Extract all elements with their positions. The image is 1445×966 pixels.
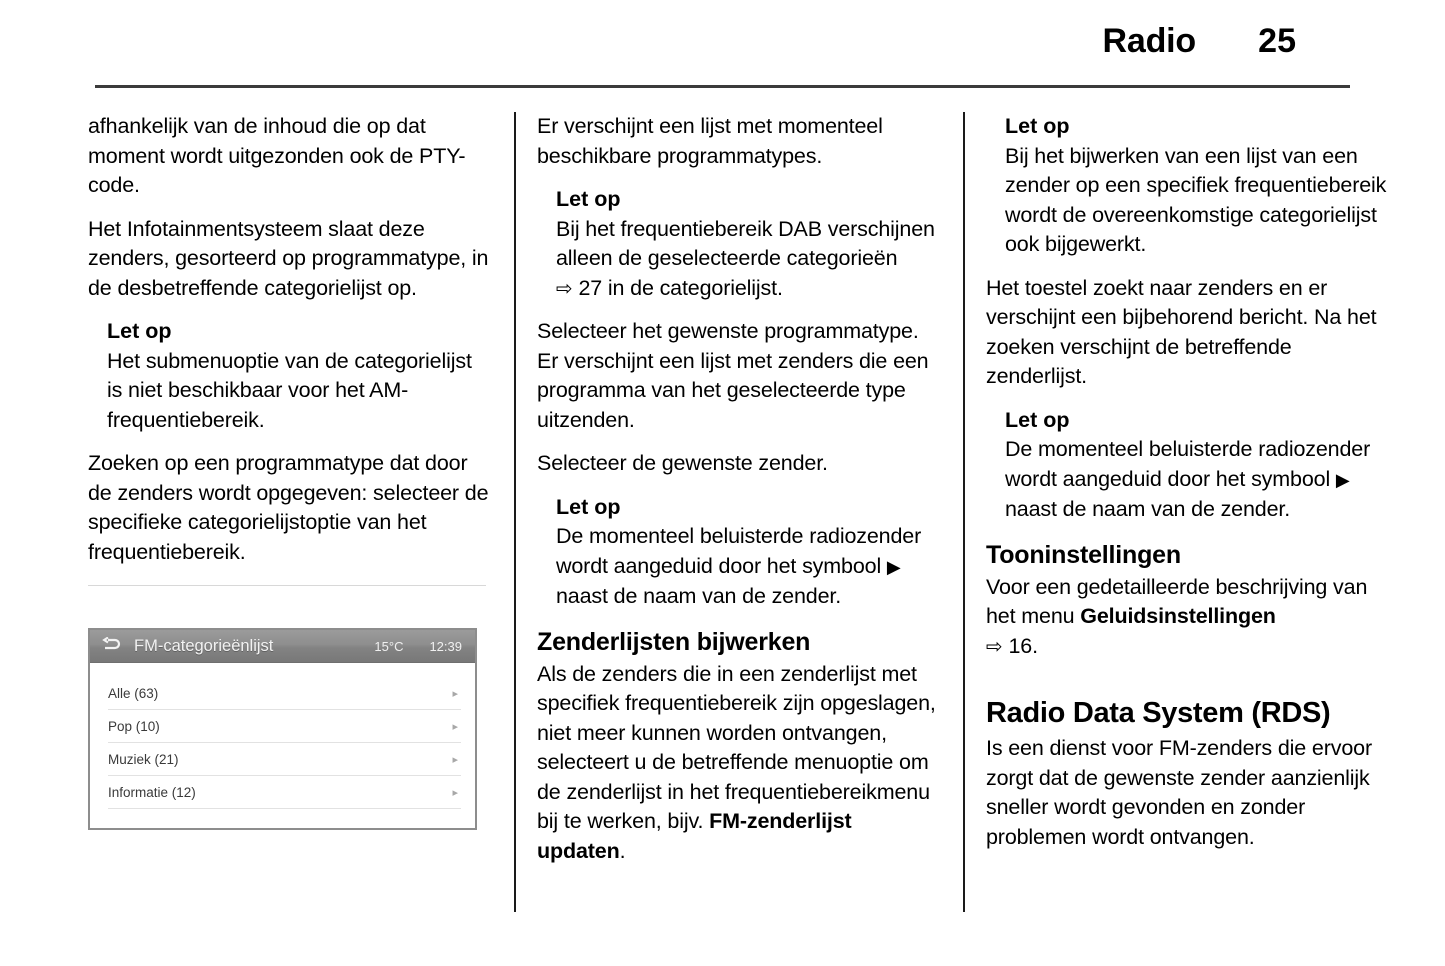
note-text-part: in de categorielijst. (602, 275, 783, 300)
device-screen-title: FM-categorieënlijst (134, 636, 274, 655)
list-item[interactable] (108, 743, 461, 776)
note-text-part: Bij het frequentiebereik DAB verschijnen alleen de geselecteerde categorieën (556, 216, 935, 270)
note-block (537, 185, 941, 303)
note-block (986, 406, 1390, 525)
paragraph: Het toestel zoekt naar zenders en er verschijnt een bijbehorend bericht. Na het zoeken verschijnt de betreffende zenderlijst. (986, 275, 1377, 388)
note-text: Bij het bijwerken van een lijst van een zender op een specifiek frequentiebereik wordt de overeenkomstige categorielijst ook bijgewerkt. (1005, 143, 1387, 256)
column-gap-1 (492, 112, 537, 917)
page-number: 25 (1258, 22, 1296, 60)
paragraph-part: . (619, 838, 626, 863)
device-clock: 12:39 (429, 638, 462, 654)
note-text (556, 215, 941, 304)
note-text (556, 522, 941, 612)
column-gap-2 (941, 112, 986, 917)
note-text-part: naast de naam van de zender. (1005, 497, 1291, 521)
chevron-right-icon: ▸ (452, 720, 458, 733)
paragraph: Selecteer de gewenste zender. (537, 451, 828, 475)
paragraph: Selecteer het gewenste programmatype. Er verschijnt een lijst met zenders die een programma van het geselecteerde type uitzenden. (537, 319, 929, 432)
page-header (95, 22, 1350, 90)
note-block (537, 493, 941, 612)
chapter-heading: Radio Data System (RDS) (986, 697, 1331, 729)
section-heading: Tooninstellingen (986, 540, 1181, 569)
note-text-part: De momenteel beluisterde radiozender wordt aangeduid door het symbool (1005, 437, 1371, 491)
list-item[interactable] (108, 677, 461, 710)
note-block (986, 112, 1390, 260)
note-title: Let op (1005, 114, 1070, 138)
column-divider (514, 112, 516, 912)
note-block (88, 317, 492, 435)
note-title: Let op (1005, 407, 1070, 432)
header-divider (95, 85, 1350, 88)
paragraph (537, 660, 941, 867)
paragraph-part: Als de zenders die in een zenderlijst met specifiek frequentiebereik zijn opgeslagen, niet meer kunnen worden ontvangen, selecteert u de betreffende menuoptie om de zenderlijst in het frequentiebereikmenu bij te werken, bijv. (537, 661, 936, 833)
note-text-part: De momenteel beluisterde radiozender wordt aangeduid door het symbool (556, 524, 922, 578)
chevron-right-icon: ▸ (452, 753, 458, 766)
list-item-label: Informatie (12) (108, 784, 196, 800)
cross-reference-page: 27 (578, 275, 603, 300)
category-list (90, 677, 475, 809)
paragraph: Er verschijnt een lijst met momenteel beschikbare programmatypes. (537, 114, 883, 168)
note-text: Het submenuoptie van de categorielijst is niet beschikbaar voor het AM-frequentiebereik. (107, 348, 472, 432)
paragraph-part: . (1032, 633, 1038, 658)
infotainment-screen (88, 628, 477, 830)
paragraph: Zoeken op een programmatype dat door de zenders wordt opgegeven: selecteer de specifieke categorielijstoptie van het frequentiebereik. (88, 451, 489, 564)
paragraph: Is een dienst voor FM-zenders die ervoor zorgt dat de gewenste zender aanzienlijk sneller wordt gevonden en zonder problemen wordt ontvangen. (986, 736, 1372, 849)
chevron-right-icon: ▸ (452, 687, 458, 700)
list-item-label: Pop (10) (108, 718, 160, 734)
column-3 (986, 112, 1390, 917)
fm-categorielijst-figure (88, 585, 492, 830)
paragraph: afhankelijk van de inhoud die op dat moment wordt uitgezonden ook de PTY-code. (88, 114, 466, 197)
section-heading: Zenderlijsten bijwerken (537, 627, 811, 656)
column-1 (88, 112, 492, 917)
cross-reference-arrow-icon: ⇨ (986, 633, 1003, 658)
page-title: Radio (1102, 22, 1196, 60)
note-title: Let op (107, 319, 172, 343)
note-text-part: naast de naam van de zender. (556, 584, 842, 608)
note-text (1005, 435, 1390, 525)
paragraph-part: Voor een gedetailleerde beschrijving van het menu (986, 574, 1368, 628)
menu-option-name: FM-zenderlijst updaten (537, 809, 852, 863)
paragraph: Het Infotainmentsysteem slaat deze zenders, gesorteerd op programmatype, in de desbetreffende categorielijst op. (88, 216, 489, 300)
note-title: Let op (556, 494, 621, 519)
column-2 (537, 112, 941, 917)
menu-option-name: Geluidsinstellingen (1080, 604, 1276, 628)
note-title: Let op (556, 187, 621, 211)
content-columns (88, 112, 1398, 917)
list-item-label: Muziek (21) (108, 751, 179, 767)
cross-reference-page: 16 (1008, 633, 1033, 658)
chevron-right-icon: ▸ (452, 786, 458, 799)
list-item-label: Alle (63) (108, 685, 159, 701)
back-arrow-icon[interactable] (100, 636, 122, 656)
list-item[interactable] (108, 710, 461, 743)
device-topbar (90, 630, 475, 663)
figure-top-divider (88, 585, 486, 586)
play-triangle-icon: ▶ (1335, 469, 1350, 491)
cross-reference-arrow-icon: ⇨ (556, 275, 573, 300)
device-temperature: 15°C (374, 638, 404, 654)
play-triangle-icon: ▶ (886, 556, 901, 578)
paragraph (986, 573, 1390, 662)
column-divider (963, 112, 965, 912)
list-item[interactable] (108, 776, 461, 809)
